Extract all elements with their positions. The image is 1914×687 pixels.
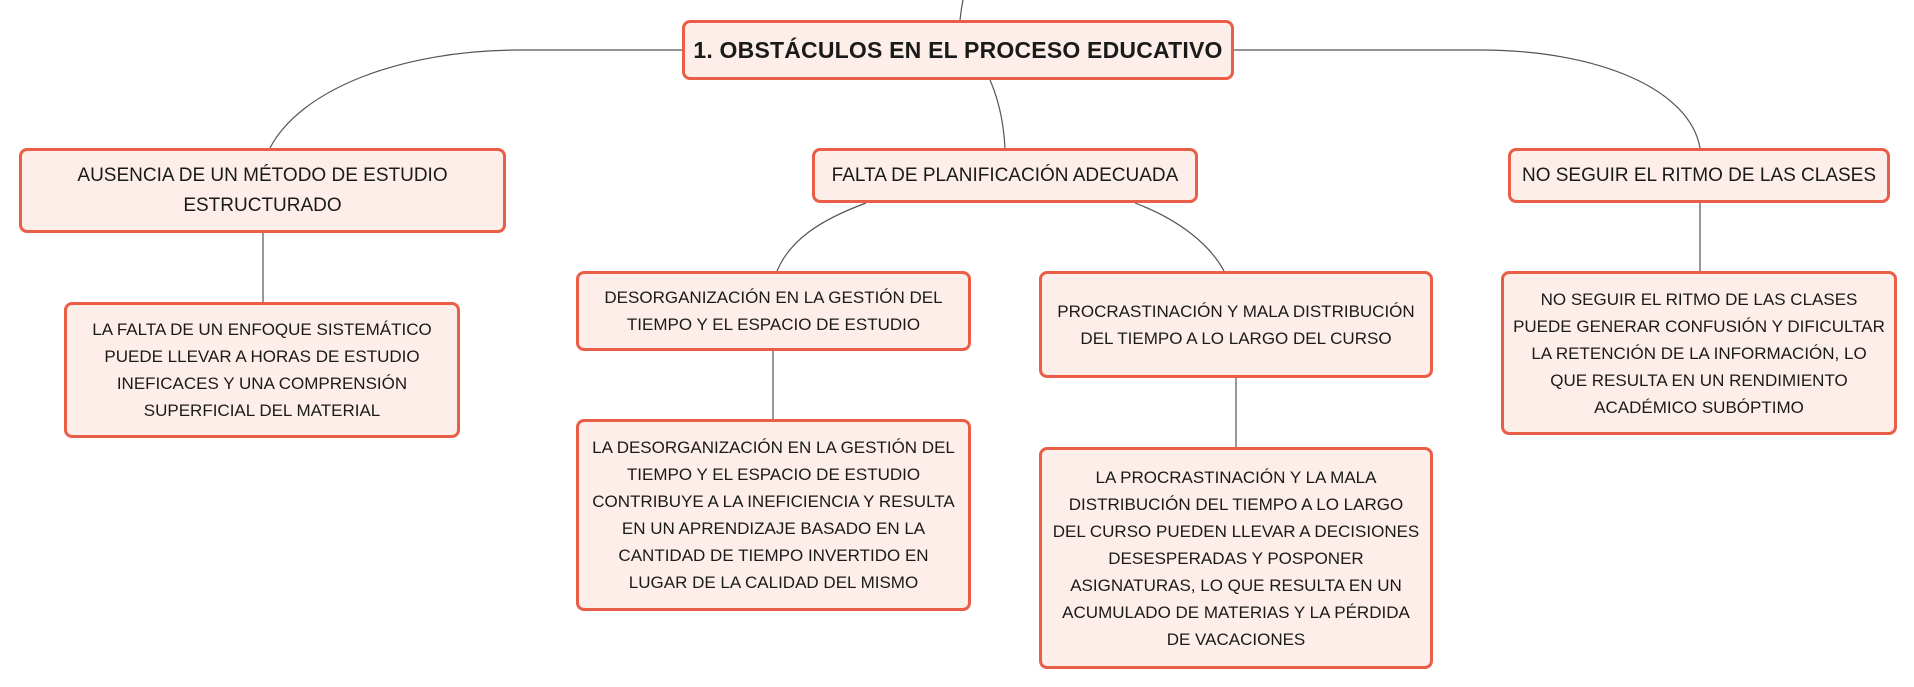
connector-root-to-mid <box>990 80 1005 148</box>
detail-node-metodo-estudio[interactable] <box>64 302 460 438</box>
connector-mid-to-a <box>777 203 866 271</box>
detail-text: LA PROCRASTINACIÓN Y LA MALA DISTRIBUCIÓN DEL TIEMPO A LO LARGO DEL CURSO PUEDEN LLEVAR A DECISIONES DESESPERADAS Y POSPONER ASIGNATURAS, LO QUE RESULTA EN UN ACUMULADO DE MATERIAS Y LA PÉRDIDA DE VACACIONES <box>1052 467 1420 649</box>
branch-node-metodo-estudio[interactable] <box>19 148 506 233</box>
subbranch-label: PROCRASTINACIÓN Y MALA DISTRIBUCIÓN DEL TIEMPO A LO LARGO DEL CURSO <box>1057 301 1415 348</box>
subbranch-label: DESORGANIZACIÓN EN LA GESTIÓN DEL TIEMPO Y EL ESPACIO DE ESTUDIO <box>604 288 943 334</box>
detail-text: NO SEGUIR EL RITMO DE LAS CLASES PUEDE GENERAR CONFUSIÓN Y DIFICULTAR LA RETENCIÓN DE LA INFORMACIÓN, LO QUE RESULTA EN UN RENDIMIENTO ACADÉMICO SUBÓPTIMO <box>1513 289 1885 417</box>
subbranch-node-desorganizacion[interactable] <box>576 271 971 351</box>
root-node[interactable] <box>682 20 1234 80</box>
detail-text: LA FALTA DE UN ENFOQUE SISTEMÁTICO PUEDE LLEVAR A HORAS DE ESTUDIO INEFICACES Y UNA COMPRENSIÓN SUPERFICIAL DEL MATERIAL <box>92 320 432 420</box>
detail-node-procrastinacion[interactable] <box>1039 447 1433 669</box>
branch-node-ritmo-clases[interactable] <box>1508 148 1890 203</box>
subbranch-node-procrastinacion[interactable] <box>1039 271 1433 378</box>
detail-node-desorganizacion[interactable] <box>576 419 971 611</box>
detail-node-ritmo-clases[interactable] <box>1501 271 1897 435</box>
branch-label: AUSENCIA DE UN MÉTODO DE ESTUDIO ESTRUCTURADO <box>77 164 448 216</box>
branch-label: NO SEGUIR EL RITMO DE LAS CLASES <box>1521 164 1877 186</box>
connector-root-to-right <box>1234 50 1700 148</box>
connector-mid-to-b <box>1135 203 1224 271</box>
connector-root-to-left <box>270 50 682 148</box>
branch-label: FALTA DE PLANIFICACIÓN ADECUADA <box>831 164 1179 186</box>
root-title: 1. OBSTÁCULOS EN EL PROCESO EDUCATIVO <box>693 36 1223 63</box>
connector-top-partial <box>960 0 963 20</box>
detail-text: LA DESORGANIZACIÓN EN LA GESTIÓN DEL TIEMPO Y EL ESPACIO DE ESTUDIO CONTRIBUYE A LA INEFICIENCIA Y RESULTA EN UN APRENDIZAJE BASADO EN LA CANTIDAD DE TIEMPO INVERTIDO EN LUGAR DE LA CALIDAD DEL MISMO <box>592 438 955 592</box>
branch-node-planificacion[interactable] <box>812 148 1198 203</box>
